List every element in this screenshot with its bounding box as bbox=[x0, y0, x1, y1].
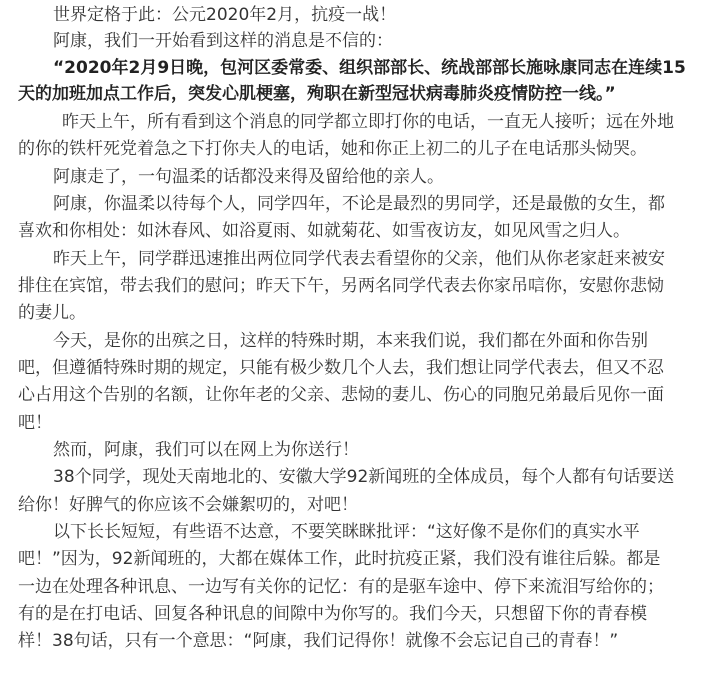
paragraph-line: 有的是在打电话、回复各种讯息的间隙中为你写的。我们今天，只想留下你的青春模 bbox=[18, 604, 647, 624]
paragraph-line: 以下长长短短，有些语不达意，不要笑眯眯批评：“这好像不是你们的真实水平 bbox=[53, 522, 640, 542]
paragraph-line: 38个同学，现处天南地北的、安徽大学92新闻班的全体成员，每个人都有句话要送 bbox=[53, 467, 675, 487]
paragraph-line: 样！38句话，只有一个意思：“阿康，我们记得你！就像不会忘记自己的青春！” bbox=[18, 631, 619, 651]
paragraph-line: 排住在宾馆，带去我们的慰问；昨天下午，另两名同学代表去你家吊唁你，安慰你悲恸 bbox=[18, 276, 664, 296]
paragraph-line: 吧！”因为，92新闻班的，大都在媒体工作，此时抗疫正紧，我们没有谁往后躲。都是 bbox=[18, 549, 661, 569]
quote-line: 天的加班加点工作后，突发心肌梗塞，殉职在新型冠状病毒肺炎疫情防控一线。” bbox=[18, 84, 616, 104]
paragraph-line: 吧！ bbox=[18, 413, 52, 433]
paragraph-line: 世界定格于此：公元2020年2月，抗疫一战！ bbox=[53, 5, 397, 25]
paragraph-line: 阿康走了，一句温柔的话都没来得及留给他的亲人。 bbox=[53, 167, 444, 187]
paragraph-line: 心占用这个告别的名额，让你年老的父亲、悲恸的妻儿、伤心的同胞兄弟最后见你一面 bbox=[18, 385, 664, 405]
paragraph-line: 吧，但遵循特殊时期的规定，只能有极少数几个人去，我们想让同学代表去，但又不忍 bbox=[18, 358, 664, 378]
paragraph-line: 的你的铁杆死党着急之下打你夫人的电话，她和你正上初二的儿子在电话那头恸哭。 bbox=[18, 139, 647, 159]
paragraph-line: 昨天上午，所有看到这个消息的同学都立即打你的电话，一直无人接听；远在外地 bbox=[62, 112, 674, 132]
paragraph-line: 阿康，我们一开始看到这样的消息是不信的： bbox=[53, 31, 393, 51]
paragraph-line: 今天，是你的出殡之日，这样的特殊时期，本来我们说，我们都在外面和你告别 bbox=[53, 331, 648, 351]
paragraph-line: 昨天上午，同学群迅速推出两位同学代表去看望你的父亲，他们从你老家赶来被安 bbox=[53, 249, 665, 269]
paragraph-line: 给你！好脾气的你应该不会嫌絮叨的，对吧！ bbox=[18, 495, 358, 515]
paragraph-line: 喜欢和你相处：如沐春风、如浴夏雨、如就菊花、如雪夜访友，如见风雪之归人。 bbox=[18, 221, 630, 241]
paragraph-line: 阿康，你温柔以待每个人，同学四年，不论是最烈的男同学，还是最傲的女生，都 bbox=[53, 194, 665, 214]
quote-line: “2020年2月9日晚，包河区委常委、组织部部长、统战部部长施咏康同志在连续15 bbox=[53, 58, 686, 78]
paragraph-line: 一边在处理各种讯息、一边写有关你的记忆：有的是驱车途中、停下来流泪写给你的； bbox=[18, 577, 664, 597]
paragraph-line: 的妻儿。 bbox=[18, 303, 86, 323]
paragraph-line: 然而，阿康，我们可以在网上为你送行！ bbox=[53, 440, 359, 460]
